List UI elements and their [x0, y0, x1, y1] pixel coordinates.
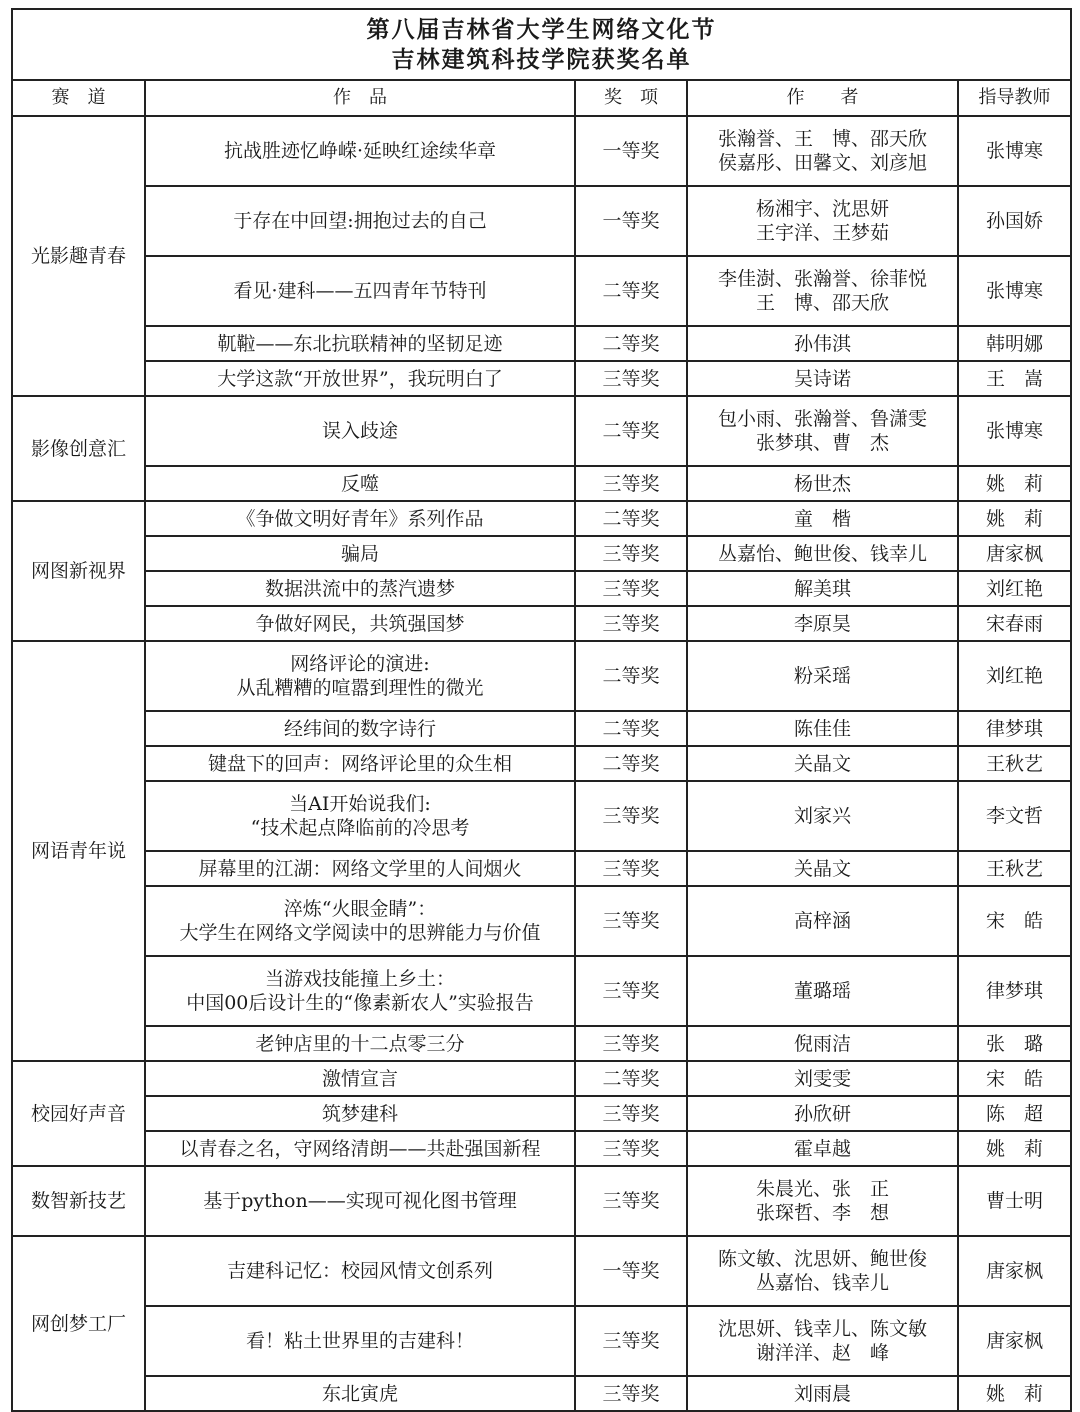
author-line: 吴诗诺	[793, 367, 851, 390]
award-level: 三等奖	[575, 606, 687, 641]
author-names	[687, 1026, 958, 1061]
advisor-name: 王秋艺	[958, 746, 1071, 781]
author-line: 张琛哲、李 想	[755, 1202, 889, 1224]
table-row	[12, 711, 1071, 746]
author-line: 关晶文	[793, 752, 851, 775]
author-line: 杨湘宇、沈思妍	[755, 198, 889, 220]
award-level: 三等奖	[575, 851, 687, 886]
table-row	[12, 1376, 1071, 1411]
work-title	[145, 361, 575, 396]
author-line: 沈思妍、钱幸儿、陈文敏	[717, 1318, 927, 1340]
award-level: 二等奖	[575, 326, 687, 361]
author-names	[687, 956, 958, 1026]
author-line: 刘雨晨	[793, 1382, 851, 1405]
author-line: 陈文敏、沈思妍、鲍世俊	[717, 1248, 927, 1270]
table-row	[12, 1131, 1071, 1166]
track-name: 网创梦工厂	[12, 1236, 145, 1411]
work-title-line: 误入歧途	[321, 420, 398, 442]
work-title-line: 从乱糟糟的喧嚣到理性的微光	[236, 677, 484, 699]
author-names	[687, 116, 958, 186]
work-title-line: 《争做文明好青年》系列作品	[236, 507, 484, 530]
work-title-line: 骗局	[340, 542, 379, 565]
work-title-line: 基于python——实现可视化图书管理	[203, 1190, 517, 1212]
author-line: 谢洋洋、赵 峰	[755, 1342, 889, 1364]
work-title	[145, 781, 575, 851]
author-line: 丛嘉怡、钱幸儿	[755, 1272, 889, 1294]
track-name: 校园好声音	[12, 1061, 145, 1166]
work-title	[145, 1236, 575, 1306]
table-row	[12, 116, 1071, 186]
work-title	[145, 1166, 575, 1236]
author-line: 童 楷	[793, 507, 851, 530]
author-names	[687, 1061, 958, 1096]
advisor-name: 孙国娇	[958, 186, 1071, 256]
header-award: 奖 项	[575, 80, 687, 116]
work-title	[145, 256, 575, 326]
table-row	[12, 1306, 1071, 1376]
author-names	[687, 851, 958, 886]
award-level: 三等奖	[575, 1376, 687, 1411]
work-title	[145, 711, 575, 746]
advisor-name: 张博寒	[958, 396, 1071, 466]
work-title-line: 网络评论的演进:	[290, 653, 430, 675]
work-title-line: 激情宣言	[321, 1067, 398, 1090]
award-level: 三等奖	[575, 1131, 687, 1166]
table-row	[12, 1166, 1071, 1236]
header-track: 赛 道	[12, 80, 145, 116]
award-level: 二等奖	[575, 1061, 687, 1096]
advisor-name: 李文哲	[958, 781, 1071, 851]
author-names	[687, 396, 958, 466]
advisor-name: 陈 超	[958, 1096, 1071, 1131]
award-level: 三等奖	[575, 781, 687, 851]
table-row	[12, 781, 1071, 851]
advisor-name: 刘红艳	[958, 641, 1071, 711]
author-names	[687, 711, 958, 746]
advisor-name: 姚 莉	[958, 1131, 1071, 1166]
table-row	[12, 396, 1071, 466]
table-row	[12, 956, 1071, 1026]
author-names	[687, 1096, 958, 1131]
advisor-name: 律梦琪	[958, 956, 1071, 1026]
table-row	[12, 326, 1071, 361]
work-title	[145, 1306, 575, 1376]
award-level: 二等奖	[575, 396, 687, 466]
award-level: 二等奖	[575, 711, 687, 746]
advisor-name: 宋春雨	[958, 606, 1071, 641]
work-title	[145, 1061, 575, 1096]
award-level: 三等奖	[575, 1166, 687, 1236]
track-name: 光影趣青春	[12, 116, 145, 396]
table-row	[12, 1061, 1071, 1096]
author-line: 丛嘉怡、鲍世俊、钱幸儿	[717, 542, 927, 565]
work-title	[145, 186, 575, 256]
work-title-line: 争做好网民，共筑强国梦	[255, 612, 465, 635]
work-title-line: 大学这款“开放世界”，我玩明白了	[217, 367, 503, 390]
work-title-line: 靰鞡——东北抗联精神的坚韧足迹	[217, 332, 503, 355]
work-title-line: 中国00后设计生的“像素新农人”实验报告	[186, 992, 534, 1014]
header-work: 作 品	[145, 80, 575, 116]
header-author: 作 者	[687, 80, 958, 116]
work-title-line: 抗战胜迹忆峥嵘·延映红途续华章	[223, 140, 497, 162]
work-title-line: “技术起点降临前的冷思考	[250, 817, 470, 839]
title-line-1: 第八届吉林省大学生网络文化节	[366, 15, 717, 43]
table-row	[12, 1236, 1071, 1306]
table-row	[12, 746, 1071, 781]
author-names	[687, 326, 958, 361]
award-level: 三等奖	[575, 1306, 687, 1376]
author-line: 张瀚誉、王 博、邵天欣	[717, 128, 927, 150]
author-names	[687, 781, 958, 851]
award-level: 一等奖	[575, 116, 687, 186]
title-line-2: 吉林建筑科技学院获奖名单	[391, 45, 692, 73]
author-line: 包小雨、张瀚誉、鲁潇雯	[717, 408, 927, 430]
work-title-line: 看！粘土世界里的吉建科！	[245, 1330, 474, 1352]
work-title-line: 经纬间的数字诗行	[283, 717, 436, 740]
work-title-line: 大学生在网络文学阅读中的思辨能力与价值	[179, 922, 541, 944]
author-names	[687, 536, 958, 571]
document-title	[12, 9, 1071, 80]
work-title-line: 东北寅虎	[321, 1382, 398, 1405]
author-line: 关晶文	[793, 857, 851, 880]
work-title	[145, 1376, 575, 1411]
author-names	[687, 606, 958, 641]
award-level: 三等奖	[575, 1096, 687, 1131]
author-names	[687, 571, 958, 606]
advisor-name: 唐家枫	[958, 1306, 1071, 1376]
work-title	[145, 396, 575, 466]
author-line: 霍卓越	[793, 1137, 851, 1160]
table-row	[12, 851, 1071, 886]
table-row	[12, 361, 1071, 396]
work-title	[145, 641, 575, 711]
work-title-line: 老钟店里的十二点零三分	[255, 1032, 465, 1055]
author-line: 侯嘉彤、田馨文、刘彦旭	[717, 152, 927, 174]
work-title-line: 屏幕里的江湖：网络文学里的人间烟火	[198, 857, 522, 880]
track-name: 网图新视界	[12, 501, 145, 641]
award-level: 三等奖	[575, 956, 687, 1026]
work-title	[145, 746, 575, 781]
advisor-name: 姚 莉	[958, 1376, 1071, 1411]
work-title-line: 反噬	[340, 472, 379, 495]
award-level: 三等奖	[575, 886, 687, 956]
award-level: 一等奖	[575, 1236, 687, 1306]
author-names	[687, 1166, 958, 1236]
work-title-line: 键盘下的回声：网络评论里的众生相	[207, 752, 512, 775]
advisor-name: 曹士明	[958, 1166, 1071, 1236]
author-line: 杨世杰	[793, 472, 851, 495]
work-title	[145, 466, 575, 501]
table-row	[12, 501, 1071, 536]
author-line: 倪雨洁	[793, 1032, 851, 1055]
author-line: 刘家兴	[793, 805, 851, 827]
table-row	[12, 256, 1071, 326]
author-line: 李佳澍、张瀚誉、徐菲悦	[717, 268, 927, 290]
advisor-name: 张博寒	[958, 116, 1071, 186]
work-title-line: 当游戏技能撞上乡土：	[264, 968, 455, 990]
work-title-line: 以青春之名，守网络清朗——共赴强国新程	[179, 1137, 541, 1160]
table-row	[12, 186, 1071, 256]
advisor-name: 张博寒	[958, 256, 1071, 326]
work-title	[145, 606, 575, 641]
award-level: 三等奖	[575, 536, 687, 571]
work-title	[145, 536, 575, 571]
author-names	[687, 186, 958, 256]
award-level: 一等奖	[575, 186, 687, 256]
advisor-name: 王秋艺	[958, 851, 1071, 886]
author-names	[687, 641, 958, 711]
author-names	[687, 1376, 958, 1411]
work-title-line: 当AI开始说我们:	[289, 793, 431, 815]
title-row	[12, 9, 1071, 80]
author-line: 粉采瑶	[793, 665, 851, 687]
work-title	[145, 1131, 575, 1166]
header-row	[12, 80, 1071, 116]
award-level: 三等奖	[575, 466, 687, 501]
table-row	[12, 536, 1071, 571]
author-line: 王 博、邵天欣	[755, 292, 889, 314]
table-row	[12, 641, 1071, 711]
award-level: 三等奖	[575, 571, 687, 606]
author-names	[687, 256, 958, 326]
table-row	[12, 886, 1071, 956]
table-row	[12, 1026, 1071, 1061]
advisor-name: 唐家枫	[958, 1236, 1071, 1306]
work-title-line: 于存在中回望:拥抱过去的自己	[233, 210, 487, 232]
award-table	[11, 8, 1072, 1412]
table-row	[12, 1096, 1071, 1131]
award-level: 三等奖	[575, 1026, 687, 1061]
table-row	[12, 466, 1071, 501]
table-row	[12, 606, 1071, 641]
work-title	[145, 116, 575, 186]
author-names	[687, 1306, 958, 1376]
award-level: 三等奖	[575, 361, 687, 396]
author-line: 陈佳佳	[793, 717, 851, 740]
author-line: 孙欣研	[793, 1102, 851, 1125]
table-row	[12, 571, 1071, 606]
advisor-name: 律梦琪	[958, 711, 1071, 746]
advisor-name: 王 嵩	[958, 361, 1071, 396]
author-names	[687, 746, 958, 781]
work-title	[145, 1026, 575, 1061]
award-level: 二等奖	[575, 256, 687, 326]
author-names	[687, 1236, 958, 1306]
advisor-name: 韩明娜	[958, 326, 1071, 361]
award-level: 二等奖	[575, 641, 687, 711]
track-name: 网语青年说	[12, 641, 145, 1061]
author-line: 王宇洋、王梦茹	[755, 222, 889, 244]
work-title-line: 淬炼“火眼金睛”：	[283, 898, 437, 920]
work-title	[145, 571, 575, 606]
author-names	[687, 361, 958, 396]
advisor-name: 唐家枫	[958, 536, 1071, 571]
work-title	[145, 501, 575, 536]
author-line: 孙伟淇	[793, 332, 851, 355]
author-line: 朱晨光、张 正	[755, 1178, 889, 1200]
author-names	[687, 466, 958, 501]
advisor-name: 姚 莉	[958, 501, 1071, 536]
author-names	[687, 501, 958, 536]
work-title	[145, 1096, 575, 1131]
author-line: 解美琪	[793, 577, 851, 600]
author-line: 董璐瑶	[793, 980, 851, 1002]
award-level: 二等奖	[575, 746, 687, 781]
work-title-line: 筑梦建科	[321, 1102, 398, 1125]
advisor-name: 姚 莉	[958, 466, 1071, 501]
author-line: 高梓涵	[793, 910, 851, 932]
work-title-line: 吉建科记忆：校园风情文创系列	[226, 1260, 493, 1282]
award-document	[11, 8, 1070, 1405]
advisor-name: 刘红艳	[958, 571, 1071, 606]
author-line: 李原昊	[793, 612, 851, 635]
advisor-name: 宋 皓	[958, 1061, 1071, 1096]
work-title	[145, 886, 575, 956]
work-title-line: 数据洪流中的蒸汽遗梦	[264, 577, 455, 600]
advisor-name: 张 璐	[958, 1026, 1071, 1061]
author-names	[687, 886, 958, 956]
author-line: 刘雯雯	[793, 1067, 851, 1090]
work-title	[145, 956, 575, 1026]
work-title	[145, 851, 575, 886]
header-advisor: 指导教师	[958, 80, 1071, 116]
track-name: 数智新技艺	[12, 1166, 145, 1236]
track-name: 影像创意汇	[12, 396, 145, 501]
work-title-line: 看见·建科——五四青年节特刊	[233, 280, 487, 302]
author-line: 张梦琪、曹 杰	[755, 432, 889, 454]
award-level: 二等奖	[575, 501, 687, 536]
work-title	[145, 326, 575, 361]
advisor-name: 宋 皓	[958, 886, 1071, 956]
author-names	[687, 1131, 958, 1166]
